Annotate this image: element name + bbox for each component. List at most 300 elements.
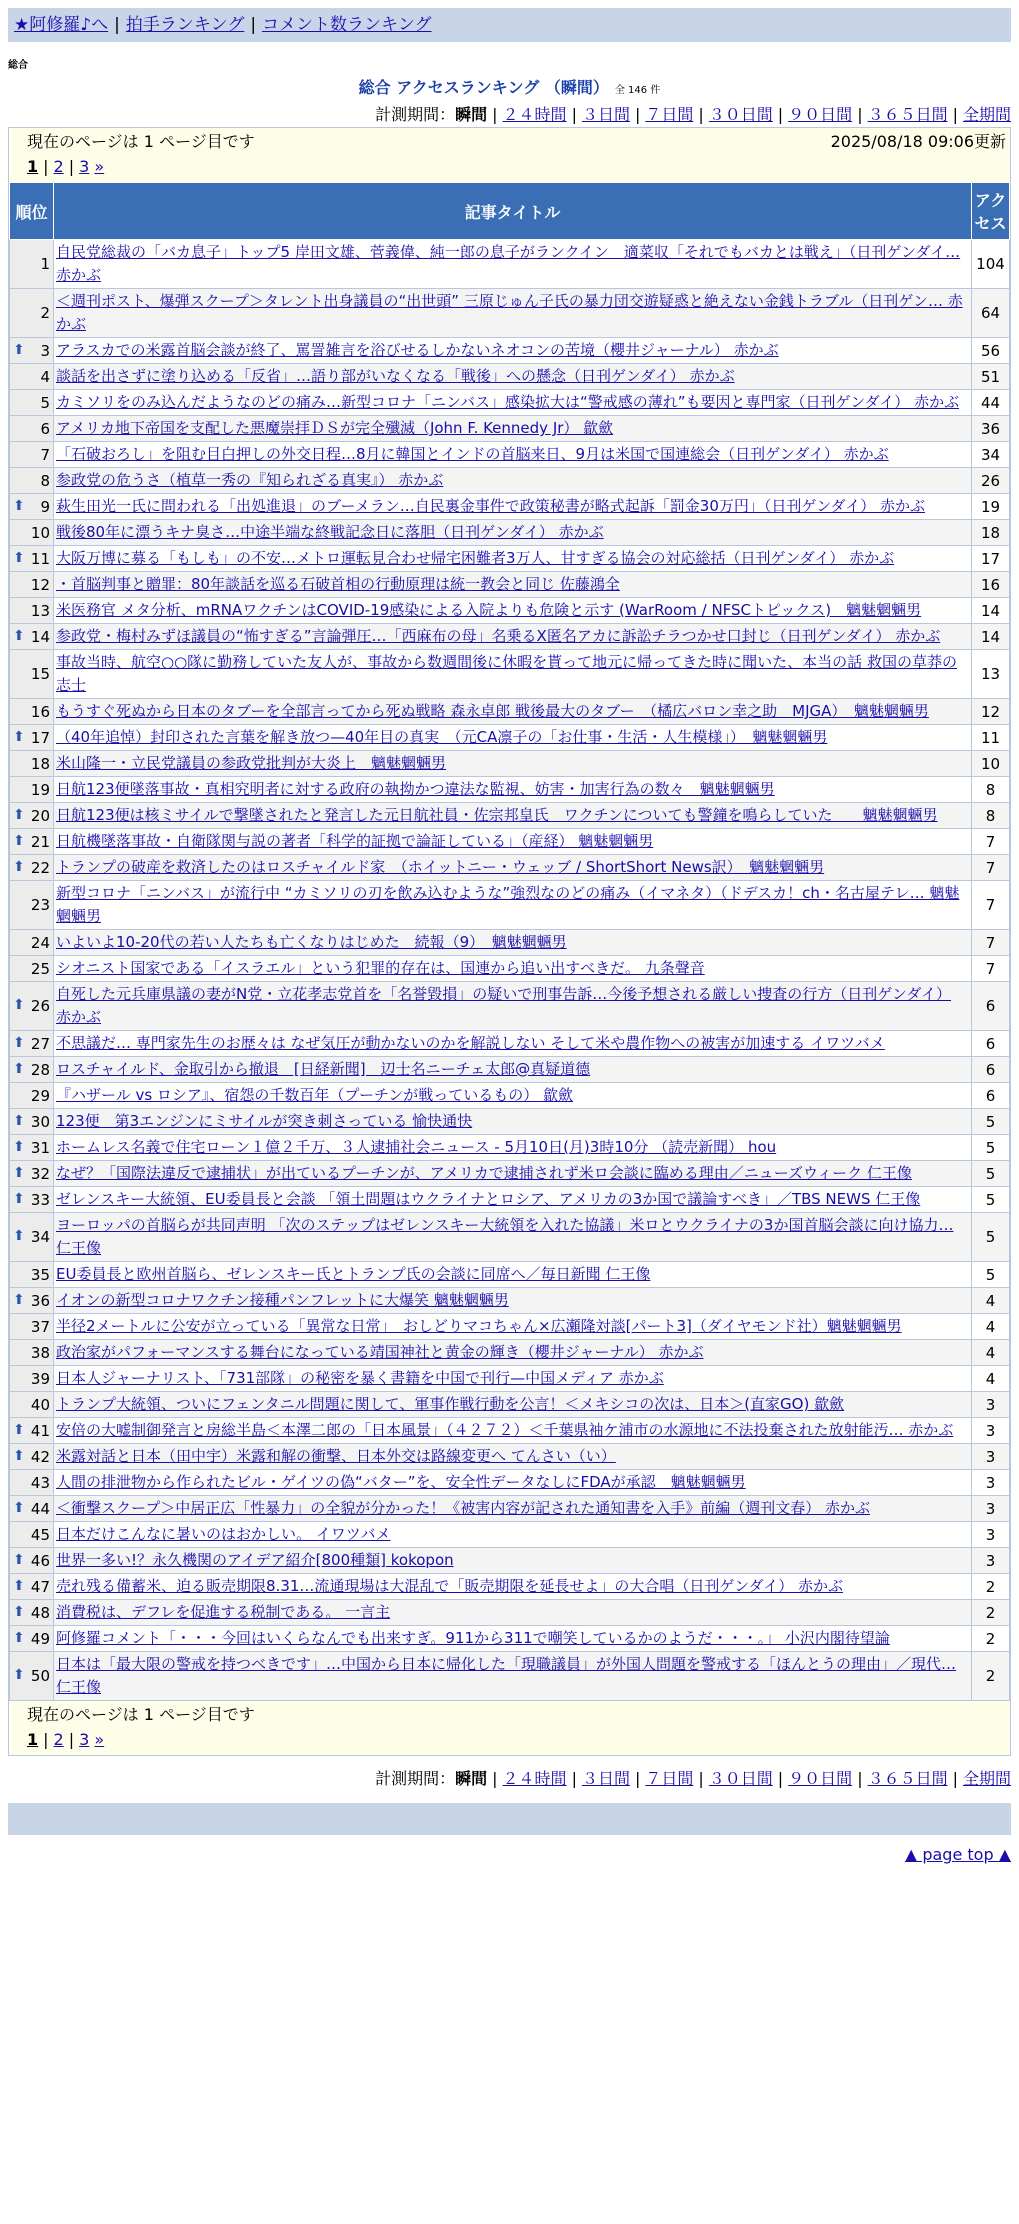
article-link[interactable]: もうすぐ死ぬから日本のタブーを全部言ってから死ぬ戦略 森永卓郎 戦後最大のタブー （橘広バロン幸之助 MJGA） 魑魅魍魎男: [56, 702, 929, 720]
rank-number: 45: [30, 1525, 50, 1544]
clap-ranking-link[interactable]: 拍手ランキング: [125, 15, 245, 35]
rank-cell: [10, 650, 54, 699]
access-count: 6: [972, 1057, 1010, 1083]
rank-number: 20: [30, 806, 50, 825]
separator: |: [68, 1730, 75, 1749]
article-link[interactable]: カミソリをのみ込んだようなのどの痛み…新型コロナ「ニンバス」感染拡大は“警戒感の薄れ”も要因と専門家（日刊ゲンダイ） 赤かぶ: [56, 393, 960, 411]
rank-number: 2: [40, 304, 50, 322]
rank-number: 7: [40, 445, 50, 464]
pager-link-bottom[interactable]: 2: [53, 1730, 64, 1749]
table-row: [10, 546, 1010, 572]
access-count: 7: [972, 855, 1010, 881]
article-link[interactable]: 戦後80年に漂うキナ臭さ…中途半端な終戦記念日に落胆（日刊ゲンダイ） 赤かぶ: [56, 523, 604, 541]
access-count: 3: [972, 1444, 1010, 1470]
separator: |: [857, 105, 863, 124]
table-row: [10, 1109, 1010, 1135]
rank-cell: [10, 1314, 54, 1340]
page-info-row-bottom: [9, 1701, 1010, 1729]
table-row: [10, 1288, 1010, 1314]
rank-number: 26: [30, 997, 50, 1015]
rank-number: 15: [30, 665, 50, 683]
access-count: 3: [972, 1470, 1010, 1496]
rank-number: 44: [30, 1499, 50, 1518]
footer-bar: [8, 1803, 1011, 1835]
page-top-area: [8, 1845, 1011, 1864]
rank-number: 6: [40, 419, 50, 438]
rank-number: 10: [30, 523, 50, 542]
article-link[interactable]: 自死した元兵庫県議の妻がN党・立花孝志党首を「名誉毀損」の疑いで刑事告訴…今後予想される厳しい捜査の行方（日刊ゲンダイ） 赤かぶ: [56, 985, 952, 1026]
article-link[interactable]: 大阪万博に募る「もしも」の不安…メトロ運転見合わせ帰宅困難者3万人、甘すぎる協会の対応総括（日刊ゲンダイ） 赤かぶ: [56, 549, 895, 567]
item-count: 全 146 件: [614, 85, 661, 96]
article-link[interactable]: 談話を出さずに塗り込める「反省」…語り部がいなくなる「戦後」への懸念（日刊ゲンダイ） 赤かぶ: [56, 367, 735, 385]
rank-number: 48: [30, 1603, 50, 1622]
title-cell: [54, 1522, 972, 1548]
access-count: 2: [972, 1600, 1010, 1626]
title-cell: [54, 1600, 972, 1626]
rank-cell: [10, 1288, 54, 1314]
rank-up-arrow-icon: ⬆: [13, 1603, 25, 1620]
table-row: [10, 1496, 1010, 1522]
title-cell: [54, 725, 972, 751]
period-link-bottom[interactable]: ２４時間: [502, 1769, 567, 1788]
table-row: [10, 1600, 1010, 1626]
rank-cell: [10, 416, 54, 442]
table-row: [10, 1548, 1010, 1574]
access-count: 6: [972, 982, 1010, 1031]
rank-number: 50: [30, 1667, 50, 1685]
rank-cell: [10, 572, 54, 598]
title-cell: [54, 1109, 972, 1135]
access-count: 64: [972, 289, 1010, 338]
access-count: 5: [972, 1213, 1010, 1262]
rank-cell: [10, 1161, 54, 1187]
rank-number: 9: [40, 497, 50, 516]
article-link[interactable]: 日航123便墜落事故・真相究明者に対する政府の執拗かつ違法な監視、妨害・加害行為の数々 魑魅魍魎男: [56, 780, 775, 798]
article-link[interactable]: ロスチャイルド、金取引から撤退 [日経新聞] 辺士名ニーチェ太郎@真疑道德: [56, 1060, 591, 1078]
current-page-text-bottom: 現在のページは 1 ページ目です: [27, 1705, 255, 1724]
article-link[interactable]: 安倍の大嘘制御発言と房総半島＜本澤二郎の「日本風景」（４２７２）＜千葉県袖ケ浦市の水源地に不法投棄された放射能汚… 赤かぶ: [56, 1421, 954, 1439]
rank-number: 33: [30, 1190, 50, 1209]
pager-bottom: [9, 1729, 1010, 1755]
table-row: [10, 240, 1010, 289]
title-cell: [54, 1652, 972, 1701]
rank-up-arrow-icon: ⬆: [13, 1667, 25, 1683]
rank-number: 27: [30, 1034, 50, 1053]
rank-number: 14: [30, 627, 50, 646]
rank-cell: [10, 725, 54, 751]
rank-number: 31: [30, 1138, 50, 1157]
rank-number: 47: [30, 1577, 50, 1596]
rank-number: 4: [40, 367, 50, 386]
title-cell: [54, 572, 972, 598]
table-row: [10, 289, 1010, 338]
rank-up-arrow-icon: ⬆: [13, 549, 25, 566]
title-cell: [54, 1262, 972, 1288]
period-link-top[interactable]: ３６５日間: [867, 105, 948, 124]
rank-up-arrow-icon: ⬆: [13, 1034, 25, 1051]
access-header: アクセス: [972, 183, 1010, 240]
table-row: [10, 1470, 1010, 1496]
article-link[interactable]: 人間の排泄物から作られたビル・ゲイツの偽“バター”を、安全性データなしにFDAが承認 魑魅魍魎男: [56, 1473, 746, 1491]
rank-number: 49: [30, 1629, 50, 1648]
article-link[interactable]: 日本人ジャーナリスト、「731部隊」の秘密を暴く書籍を中国で刊行—中国メディア 赤かぶ: [56, 1369, 664, 1387]
article-link[interactable]: ヨーロッパの首脳らが共同声明 「次のステップはゼレンスキー大統領を入れた協議」米ロとウクライナの3か国首脳会談に向け協力… 仁王像: [56, 1216, 954, 1257]
pager-link-bottom[interactable]: 3: [79, 1730, 90, 1749]
period-link-bottom[interactable]: 全期間: [962, 1769, 1011, 1788]
table-row: [10, 1418, 1010, 1444]
table-row: [10, 777, 1010, 803]
table-row: [10, 881, 1010, 930]
article-link[interactable]: ＜衝撃スクープ＞中居正広「性暴力」の全貌が分かった！《被害内容が記された通知書を入手》前編（週刊文春） 赤かぶ: [56, 1499, 871, 1517]
article-link[interactable]: 半径2メートルに公安が立っている「異常な日常」 おしどりマコちゃん×広瀬隆対談[パート3]（ダイヤモンド社）魑魅魍魎男: [56, 1317, 902, 1335]
access-count: 19: [972, 494, 1010, 520]
access-count: 4: [972, 1288, 1010, 1314]
period-current-top: 瞬間: [455, 105, 488, 124]
rank-cell: [10, 442, 54, 468]
title-cell: [54, 416, 972, 442]
period-link-top[interactable]: ７日間: [645, 105, 694, 124]
access-count: 5: [972, 1187, 1010, 1213]
rank-number: 36: [30, 1291, 50, 1310]
title-cell: [54, 930, 972, 956]
rank-cell: [10, 1083, 54, 1109]
rank-number: 29: [30, 1086, 50, 1105]
home-link[interactable]: ★阿修羅♪へ: [14, 15, 109, 35]
article-link[interactable]: シオニスト国家である「イスラエル」という犯罪的存在は、国連から追い出すべきだ。 九条聲音: [56, 959, 705, 977]
rank-cell: [10, 1340, 54, 1366]
rank-number: 40: [30, 1395, 50, 1414]
rank-number: 11: [30, 549, 50, 568]
article-link[interactable]: 不思議だ… 専門家先生のお歴々は なぜ気圧が動かないのかを解説しない そして米や農作物への被害が加速する イワツバメ: [56, 1034, 885, 1052]
article-link[interactable]: 阿修羅コメント「・・・今回はいくらなんでも出来すぎ。911から311で嘲笑しているかのようだ・・・。」 小沢内閣待望論: [56, 1629, 890, 1647]
rank-cell: [10, 338, 54, 364]
access-count: 5: [972, 1161, 1010, 1187]
rank-number: 24: [30, 933, 50, 952]
table-row: [10, 1392, 1010, 1418]
article-link[interactable]: なぜ？「国際法違反で逮捕状」が出ているプーチンが、アメリカで逮捕されず米ロ会談に臨める理由／ニューズウィーク 仁王像: [56, 1164, 912, 1182]
article-link[interactable]: アラスカでの米露首脳会談が終了、罵詈雑言を浴びせるしかないネオコンの苦境（櫻井ジャーナル） 赤かぶ: [56, 341, 779, 359]
title-cell: [54, 1626, 972, 1652]
table-row: [10, 1213, 1010, 1262]
rank-number: 17: [30, 728, 50, 747]
table-row: [10, 390, 1010, 416]
title-cell: [54, 1444, 972, 1470]
rank-number: 39: [30, 1369, 50, 1388]
article-link[interactable]: アメリカ地下帝国を支配した悪魔崇拝ＤＳが完全殲滅（John F. Kennedy Jr） 歙歛: [56, 419, 614, 437]
period-current-bottom: 瞬間: [455, 1769, 488, 1788]
rank-cell: [10, 1600, 54, 1626]
access-count: 44: [972, 390, 1010, 416]
separator: |: [698, 1769, 704, 1788]
title-cell: [54, 1418, 972, 1444]
updated-timestamp: 2025/08/18 09:06更新: [830, 132, 1006, 151]
article-link[interactable]: 世界一多い!？永久機関のアイデア紹介[800種類] kokopon: [56, 1551, 454, 1569]
rank-cell: [10, 1470, 54, 1496]
period-link-top[interactable]: 全期間: [962, 105, 1011, 124]
pager-next-bottom[interactable]: »: [94, 1730, 105, 1749]
rank-up-arrow-icon: ⬆: [13, 1629, 25, 1646]
article-link[interactable]: ホームレス名義で住宅ローン１億２千万、３人逮捕社会ニュース - 5月10日(月)3時10分 （読売新聞） hou: [56, 1138, 777, 1156]
separator: |: [952, 105, 958, 124]
access-count: 14: [972, 624, 1010, 650]
page-top-link[interactable]: ▲ page top ▲: [904, 1845, 1011, 1864]
period-label-top: 計測期間：: [375, 105, 456, 124]
period-link-bottom[interactable]: ９０日間: [788, 1769, 853, 1788]
rank-cell: [10, 1496, 54, 1522]
title-cell: [54, 1213, 972, 1262]
pager-current-bottom: 1: [27, 1730, 39, 1749]
period-link-top[interactable]: ２４時間: [502, 105, 567, 124]
article-link[interactable]: （40年追悼）封印された言葉を解き放つ—40年目の真実 （元CA凛子の「お仕事・生活・人生模様」） 魑魅魍魎男: [56, 728, 828, 746]
access-count: 5: [972, 1135, 1010, 1161]
separator: |: [571, 105, 577, 124]
table-row: [10, 1652, 1010, 1701]
pager-link-top[interactable]: 3: [79, 157, 90, 176]
article-link[interactable]: ゼレンスキー大統領、EU委員長と会談 「領土問題はウクライナとロシア、アメリカの3か国で議論すべき」／TBS NEWS 仁王像: [56, 1190, 921, 1208]
article-link[interactable]: 萩生田光一氏に問われる「出処進退」のブーメラン…自民裏金事件で政策秘書が略式起訴「罰金30万円」（日刊ゲンダイ） 赤かぶ: [56, 497, 925, 515]
separator: |: [857, 1769, 863, 1788]
period-link-top[interactable]: ９０日間: [788, 105, 853, 124]
separator: |: [571, 1769, 577, 1788]
article-link[interactable]: 『ハザール vs ロシア』、宿怨の千数百年（プーチンが戦っているもの） 歙歛: [56, 1086, 573, 1104]
rank-up-arrow-icon: ⬆: [13, 858, 25, 875]
rank-cell: [10, 803, 54, 829]
table-row: [10, 982, 1010, 1031]
article-link[interactable]: 米露対話と日本（田中宇）米露和解の衝撃、日本外交は路線変更へ てんさい（い）: [56, 1447, 616, 1465]
article-link[interactable]: 消費税は、デフレを促進する税制である。 一言主: [56, 1603, 391, 1621]
title-cell: [54, 1392, 972, 1418]
access-count: 11: [972, 725, 1010, 751]
article-link[interactable]: 新型コロナ「ニンバス」が流行中 “カミソリの刃を飲み込むような”強烈なのどの痛み（イマネタ）（ドデスカ！ch・名古屋テレ… 魑魅魍魎男: [56, 884, 960, 925]
rank-cell: [10, 494, 54, 520]
article-link[interactable]: 事故当時、航空○○隊に勤務していた友人が、事故から数週間後に休暇を貰って地元に帰ってきた時に聞いた、本当の話 救国の草莽の志士: [56, 653, 957, 694]
category-label: 総合: [8, 60, 28, 71]
rank-cell: [10, 855, 54, 881]
period-selector-bottom: [8, 1766, 1011, 1789]
period-link-bottom[interactable]: ３日間: [581, 1769, 630, 1788]
title-cell: [54, 1314, 972, 1340]
period-link-bottom[interactable]: ３６５日間: [867, 1769, 948, 1788]
rank-up-arrow-icon: ⬆: [13, 728, 25, 745]
article-link[interactable]: 政治家がパフォーマンスする舞台になっている靖国神社と黄金の輝き（櫻井ジャーナル） 赤かぶ: [56, 1343, 704, 1361]
period-link-top[interactable]: ３０日間: [708, 105, 773, 124]
article-link[interactable]: 「石破おろし」を阻む目白押しの外交日程…8月に韓国とインドの首脳来日、9月は米国で国連総会（日刊ゲンダイ） 赤かぶ: [56, 445, 889, 463]
access-count: 17: [972, 546, 1010, 572]
rank-cell: [10, 1392, 54, 1418]
article-link[interactable]: EU委員長と欧州首脳ら、ゼレンスキー氏とトランプ氏の会談に同席へ／毎日新聞 仁王像: [56, 1265, 651, 1283]
title-cell: [54, 442, 972, 468]
article-link[interactable]: いよいよ10-20代の若い人たちも亡くなりはじめた 続報（9） 魑魅魍魎男: [56, 933, 567, 951]
article-link[interactable]: 米医務官 メタ分析、mRNAワクチンはCOVID-19感染による入院よりも危険と示す (WarRoom / NFSCトピックス) 魑魅魍魎男: [56, 601, 922, 619]
table-row: [10, 829, 1010, 855]
rank-up-arrow-icon: ⬆: [13, 1112, 25, 1129]
table-row: [10, 494, 1010, 520]
title-cell: [54, 468, 972, 494]
rank-number: 35: [30, 1265, 50, 1284]
title-cell: [54, 881, 972, 930]
access-count: 14: [972, 598, 1010, 624]
table-row: [10, 930, 1010, 956]
top-nav-bar: ★阿修羅♪へ | 拍手ランキング | コメント数ランキング: [8, 8, 1011, 42]
rank-number: 16: [30, 702, 50, 721]
rank-number: 8: [40, 471, 50, 490]
rank-cell: [10, 1522, 54, 1548]
rank-cell: [10, 881, 54, 930]
separator: |: [777, 1769, 784, 1788]
rank-cell: [10, 1187, 54, 1213]
title-cell: [54, 520, 972, 546]
article-link[interactable]: ・首脳判事と贈罪：80年談話を巡る石破首相の行動原理は統一教会と同じ 佐藤鴻全: [56, 575, 620, 593]
table-row: [10, 803, 1010, 829]
table-row: [10, 1031, 1010, 1057]
article-link[interactable]: トランプ大統領、ついにフェンタニル問題に関して、軍事作戦行動を公言！＜メキシコの次は、日本＞(直家GO) 歙歛: [56, 1395, 845, 1413]
access-count: 56: [972, 338, 1010, 364]
page-title: [0, 75, 1019, 98]
access-count: 26: [972, 468, 1010, 494]
article-link[interactable]: 参政党の危うさ（植草一秀の『知られざる真実』） 赤かぶ: [56, 471, 444, 489]
access-count: 13: [972, 650, 1010, 699]
rank-up-arrow-icon: ⬆: [13, 1190, 25, 1207]
rank-cell: [10, 1366, 54, 1392]
rank-up-arrow-icon: ⬆: [13, 997, 25, 1013]
title-cell: [54, 1161, 972, 1187]
rank-cell: [10, 1548, 54, 1574]
title-cell: [54, 1366, 972, 1392]
period-link-bottom[interactable]: ７日間: [645, 1769, 694, 1788]
table-row: [10, 1057, 1010, 1083]
period-link-top[interactable]: ３日間: [581, 105, 630, 124]
rank-number: 46: [30, 1551, 50, 1570]
table-row: [10, 751, 1010, 777]
title-cell: [54, 240, 972, 289]
separator: |: [777, 105, 784, 124]
rank-cell: [10, 930, 54, 956]
table-row: [10, 1522, 1010, 1548]
ranking-title: 総合 アクセスランキング （瞬間）: [358, 78, 609, 97]
rank-number: 37: [30, 1317, 50, 1336]
title-cell: [54, 494, 972, 520]
rank-number: 21: [30, 832, 50, 851]
rank-number: 3: [40, 341, 50, 360]
rank-number: 32: [30, 1164, 50, 1183]
rank-number: 5: [40, 393, 50, 412]
table-row: [10, 598, 1010, 624]
access-count: 7: [972, 881, 1010, 930]
article-link[interactable]: イオンの新型コロナワクチン接種パンフレットに大爆笑 魑魅魍魎男: [56, 1291, 509, 1309]
table-row: [10, 1340, 1010, 1366]
rank-cell: [10, 624, 54, 650]
title-cell: [54, 855, 972, 881]
article-link[interactable]: 123便 第3エンジンにミサイルが突き刺さっている 愉快通快: [56, 1112, 473, 1130]
access-count: 18: [972, 520, 1010, 546]
table-row: [10, 1083, 1010, 1109]
access-count: 8: [972, 803, 1010, 829]
comment-ranking-link[interactable]: コメント数ランキング: [262, 15, 432, 35]
article-link[interactable]: 米山隆一・立民党議員の参政党批判が大炎上 魑魅魍魎男: [56, 754, 447, 772]
rank-cell: [10, 1057, 54, 1083]
article-link[interactable]: 日本は「最大限の警戒を持つべきです」…中国から日本に帰化した「現職議員」が外国人問題を警戒する「ほんとうの理由」／現代… 仁王像: [56, 1655, 957, 1696]
title-cell: [54, 338, 972, 364]
access-count: 4: [972, 1366, 1010, 1392]
separator: |: [952, 1769, 958, 1788]
pager-link-top[interactable]: 2: [53, 157, 64, 176]
article-link[interactable]: 日航123便は核ミサイルで撃墜されたと発言した元日航社員・佐宗邦皇氏 ワクチンについても警鐘を鳴らしていた 魑魅魍魎男: [56, 806, 938, 824]
access-count: 2: [972, 1626, 1010, 1652]
separator: |: [43, 157, 49, 176]
article-link[interactable]: 参政党・梅村みずほ議員の“怖すぎる”言論弾圧…「西麻布の母」名乗るX匿名アカに訴訟チラつかせ口封じ（日刊ゲンダイ） 赤かぶ: [56, 627, 941, 645]
access-count: 3: [972, 1548, 1010, 1574]
rank-cell: [10, 1418, 54, 1444]
rank-cell: [10, 1574, 54, 1600]
rank-cell: [10, 1031, 54, 1057]
article-link[interactable]: ＜週刊ポスト、爆弾スクープ＞タレント出身議員の“出世頭” 三原じゅん子氏の暴力団交遊疑惑と絶えない金銭トラブル（日刊ゲン… 赤かぶ: [56, 292, 963, 333]
rank-cell: [10, 1135, 54, 1161]
access-count: 3: [972, 1392, 1010, 1418]
title-cell: [54, 751, 972, 777]
article-link[interactable]: 日本だけこんなに暑いのはおかしい。 イワツバメ: [56, 1525, 391, 1543]
table-row: [10, 1444, 1010, 1470]
title-cell: [54, 803, 972, 829]
article-link[interactable]: 日航機墜落事故・自衛隊関与説の著者「科学的証拠で論証している」（産経） 魑魅魍魎男: [56, 832, 654, 850]
table-row: [10, 520, 1010, 546]
separator: |: [492, 1769, 498, 1788]
title-cell: [54, 1135, 972, 1161]
pager-next-top[interactable]: »: [94, 157, 105, 176]
rank-number: 43: [30, 1473, 50, 1492]
rank-cell: [10, 240, 54, 289]
pager-current-top: 1: [27, 157, 39, 176]
current-page-text: 現在のページは 1 ページ目です: [27, 132, 255, 151]
pager-top: [9, 156, 1010, 182]
access-count: 7: [972, 956, 1010, 982]
access-count: 51: [972, 364, 1010, 390]
rank-number: 25: [30, 959, 50, 978]
rank-up-arrow-icon: ⬆: [13, 497, 25, 514]
title-cell: [54, 1031, 972, 1057]
page-info-row: [9, 128, 1010, 156]
rank-up-arrow-icon: ⬆: [13, 1228, 25, 1244]
rank-cell: [10, 1109, 54, 1135]
rank-number: 22: [30, 858, 50, 877]
title-cell: [54, 1548, 972, 1574]
table-row: [10, 1187, 1010, 1213]
access-count: 4: [972, 1314, 1010, 1340]
rank-cell: [10, 598, 54, 624]
access-count: 5: [972, 1262, 1010, 1288]
article-link[interactable]: 自民党総裁の「バカ息子」トップ5 岸田文雄、菅義偉、純一郎の息子がランクイン 適菜収「それでもバカとは戦え」（日刊ゲンダイ… 赤かぶ: [56, 243, 961, 284]
period-link-bottom[interactable]: ３０日間: [708, 1769, 773, 1788]
ranking-table: [9, 182, 1010, 1701]
title-cell: [54, 699, 972, 725]
article-link[interactable]: トランプの破産を救済したのはロスチャイルド家 （ホイットニー・ウェッブ / ShortShort News訳） 魑魅魍魎男: [56, 858, 825, 876]
separator: |: [634, 1769, 641, 1788]
title-cell: [54, 364, 972, 390]
table-row: [10, 699, 1010, 725]
rank-cell: [10, 1444, 54, 1470]
rank-up-arrow-icon: ⬆: [13, 1421, 25, 1438]
access-count: 2: [972, 1652, 1010, 1701]
article-link[interactable]: 売れ残る備蓄米、迫る販売期限8.31…流通現場は大混乱で「販売期限を延長せよ」の大合唱（日刊ゲンダイ） 赤かぶ: [56, 1577, 843, 1595]
title-cell: [54, 546, 972, 572]
rank-cell: [10, 289, 54, 338]
table-row: [10, 338, 1010, 364]
period-label-bottom: 計測期間：: [375, 1769, 456, 1788]
table-row: [10, 1161, 1010, 1187]
rank-number: 12: [30, 575, 50, 594]
access-count: 8: [972, 777, 1010, 803]
access-count: 5: [972, 1109, 1010, 1135]
rank-cell: [10, 699, 54, 725]
